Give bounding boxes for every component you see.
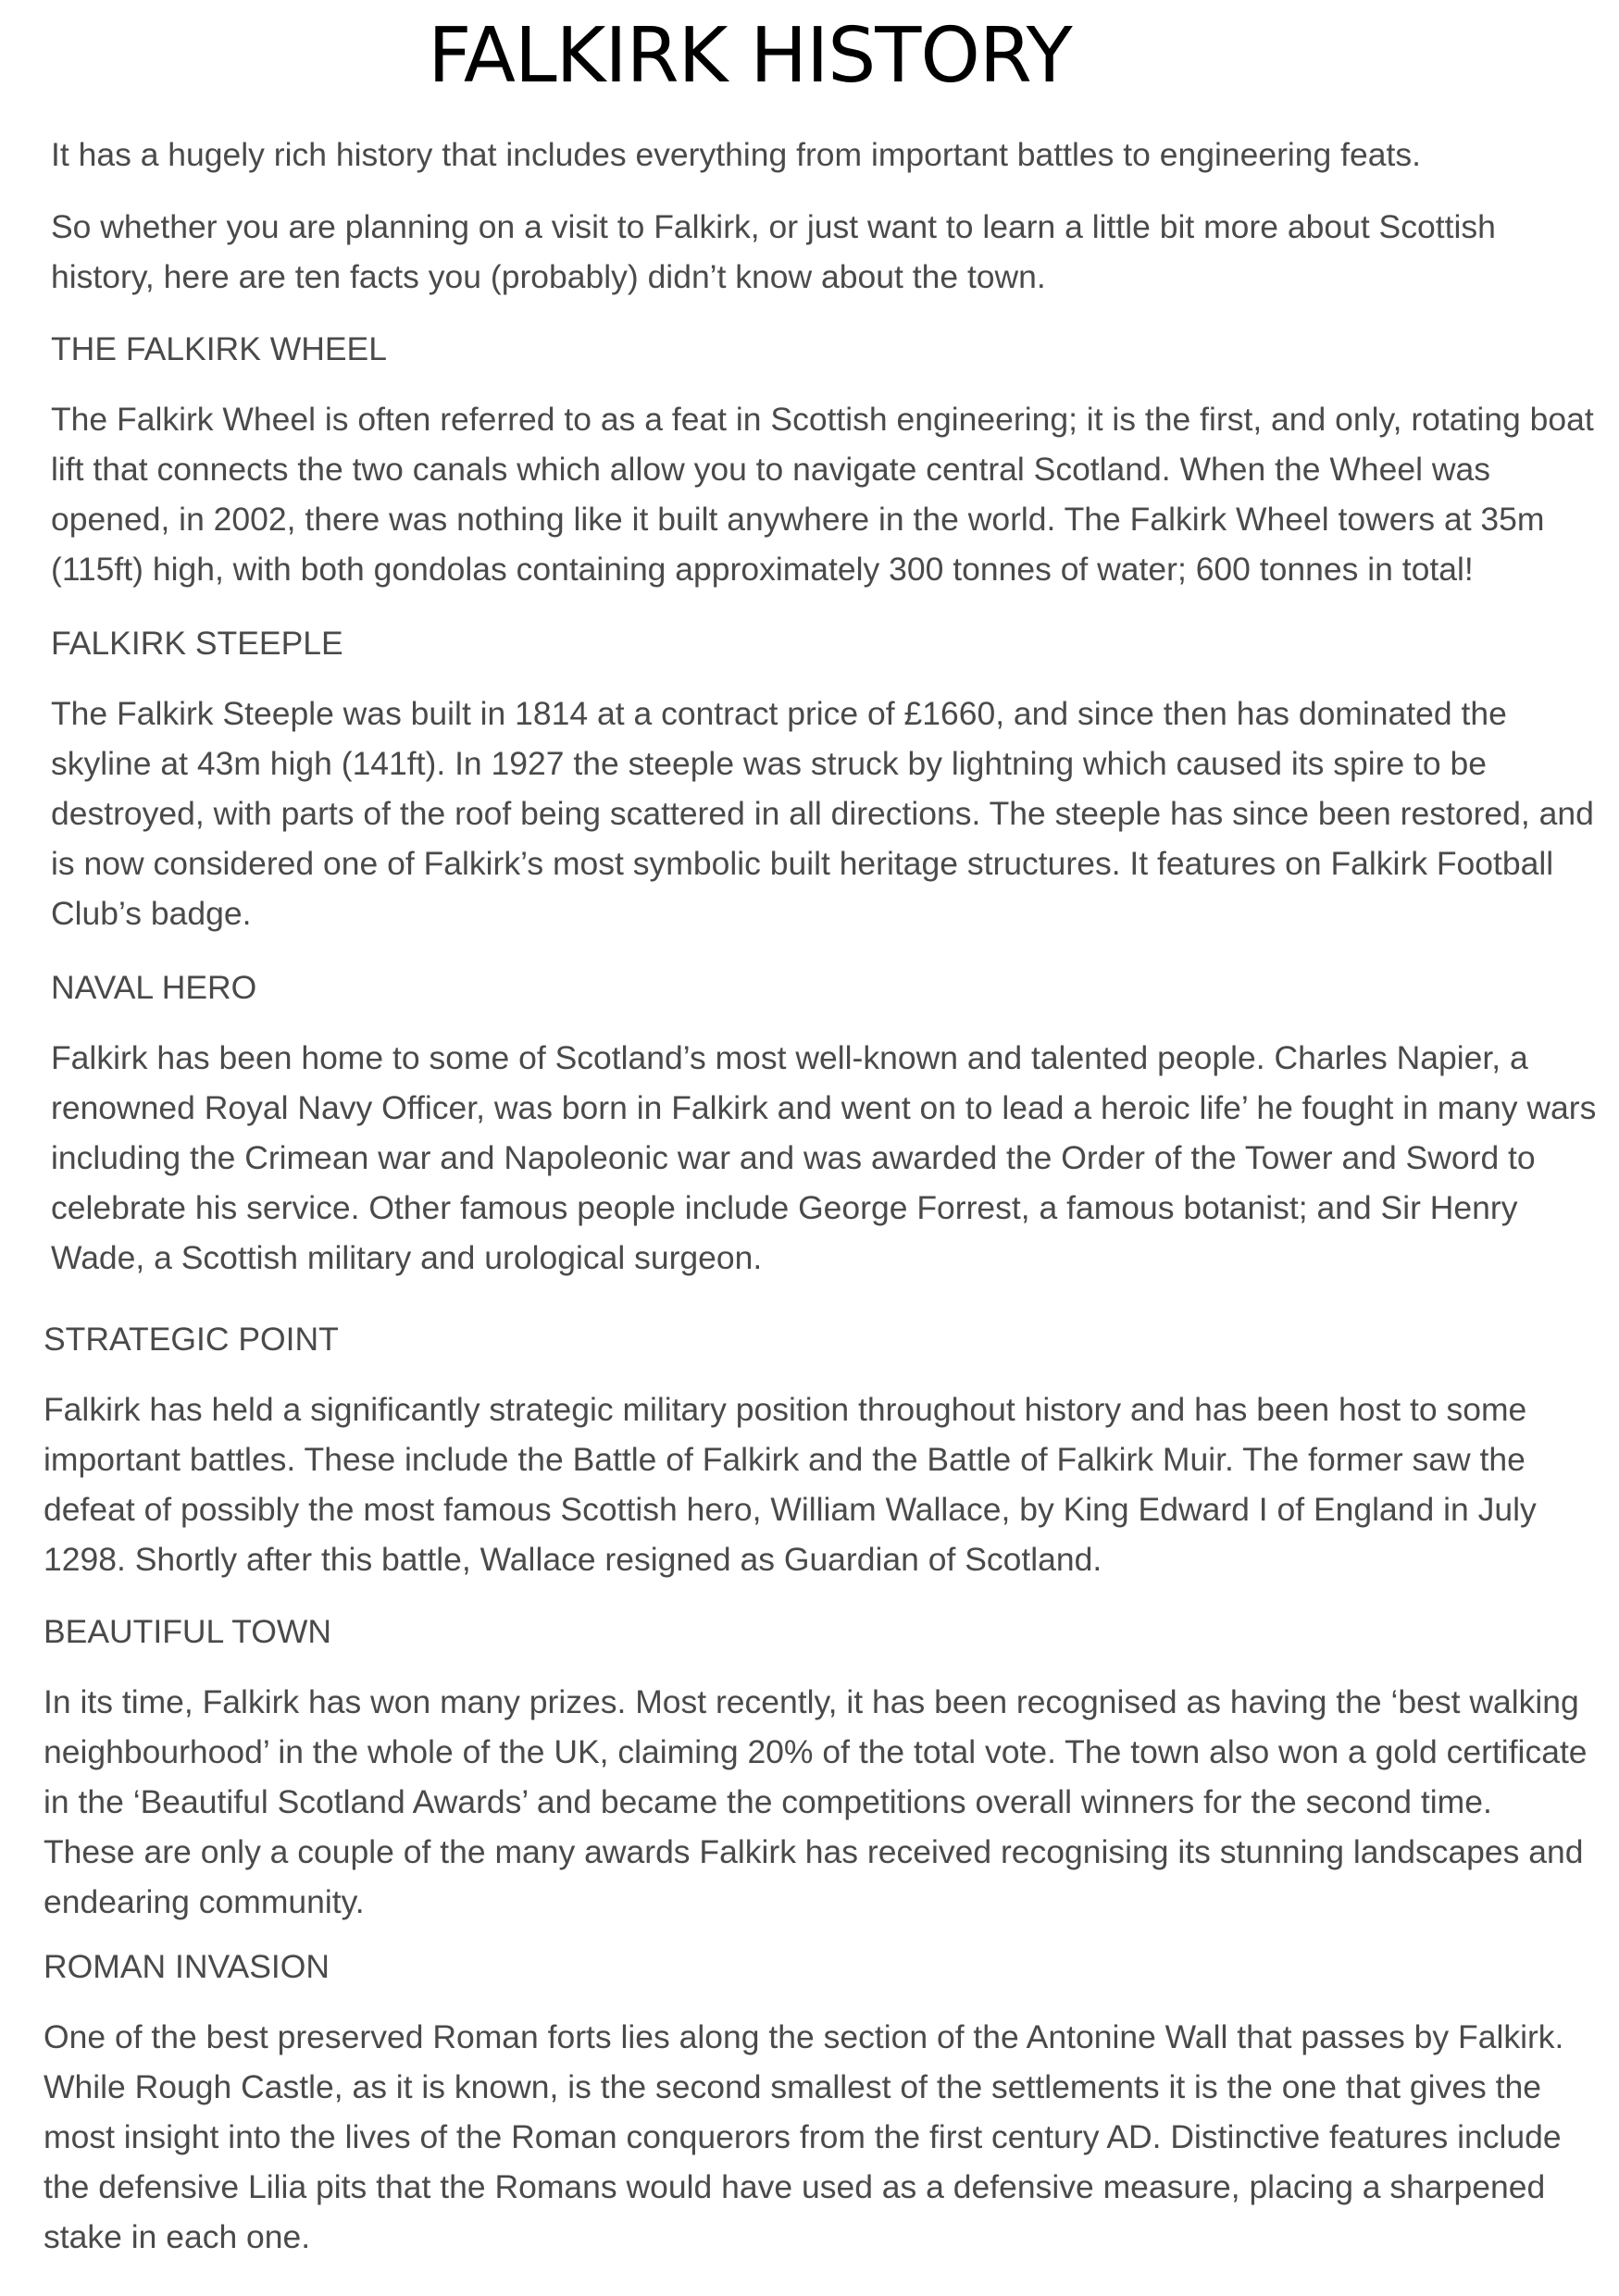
intro-paragraph-1: It has a hugely rich history that includes everything from important battles to engineering feats. (51, 136, 1421, 173)
section-heading: ROMAN INVASION (44, 1948, 330, 1985)
section-beautiful-town (44, 1607, 1589, 1927)
section-body: In its time, Falkirk has won many prizes. Most recently, it has been recognised as having the ‘best walking neighbourhood’ in the whole of the UK, claiming 20% of the total vote. The town also won a gold certificate in the ‘Beautiful Scotland Awards’ and became the competitions overall winners for the second time. These are only a couple of the many awards Falkirk has received recognising its stunning landscapes and endearing community. (44, 1683, 1588, 1920)
section-body: Falkirk has held a significantly strategic military position throughout history and has been host to some important battles. These include the Battle of Falkirk and the Battle of Falkirk Muir. The former saw the defeat of possibly the most famous Scottish hero, William Wallace, by King Edward I of England in July 1298. Shortly after this battle, Wallace resigned as Guardian of Scotland. (44, 1391, 1537, 1578)
page-title: FALKIRK HISTORY (428, 12, 1072, 100)
section-heading: BEAUTIFUL TOWN (44, 1613, 331, 1650)
intro-paragraph-2: So whether you are planning on a visit to Falkirk, or just want to learn a little bit more about Scottish history, here are ten facts you (probably) didn’t know about the town. (51, 208, 1496, 295)
section-heading: STRATEGIC POINT (44, 1321, 339, 1358)
section-strategic-point (44, 1314, 1589, 1584)
section-falkirk-wheel (51, 324, 1597, 594)
section-naval-hero (51, 962, 1597, 1283)
section-falkirk-steeple (51, 618, 1597, 938)
section-body: The Falkirk Steeple was built in 1814 at a contract price of £1660, and since then has dominated the skyline at 43m high (141ft). In 1927 the steeple was struck by lightning which caused its spire to be destroyed, with parts of the roof being scattered in all directions. The steeple has since been restored, and is now considered one of Falkirk’s most symbolic built heritage structures. It features on Falkirk Football Club’s badge. (51, 695, 1594, 932)
section-body: The Falkirk Wheel is often referred to as a feat in Scottish engineering; it is the first, and only, rotating boat lift that connects the two canals which allow you to navigate central Scotland. When the Wheel was opened, in 2002, there was nothing like it built anywhere in the world. The Falkirk Wheel towers at 35m (115ft) high, with both gondolas containing approximately 300 tonnes of water; 600 tonnes in total! (51, 401, 1594, 588)
section-heading: THE FALKIRK WHEEL (51, 330, 387, 367)
section-heading: NAVAL HERO (51, 969, 257, 1006)
section-body: Falkirk has been home to some of Scotland’s most well-known and talented people. Charles Napier, a renowned Royal Navy Officer, was born in Falkirk and went on to lead a heroic life’ he fought in many wars including the Crimean war and Napoleonic war and was awarded the Order of the Tower and Sword to celebrate his service. Other famous people include George Forrest, a famous botanist; and Sir Henry Wade, a Scottish military and urological surgeon. (51, 1039, 1597, 1276)
section-heading: FALKIRK STEEPLE (51, 625, 343, 662)
section-body: One of the best preserved Roman forts lies along the section of the Antonine Wall that passes by Falkirk. While Rough Castle, as it is known, is the second smallest of the settlements it is the one that gives the most insight into the lives of the Roman conquerors from the first century AD. Distinctive features include the defensive Lilia pits that the Romans would have used as a defensive measure, placing a sharpened stake in each one. (44, 2018, 1564, 2255)
section-roman-invasion (44, 1942, 1589, 2262)
